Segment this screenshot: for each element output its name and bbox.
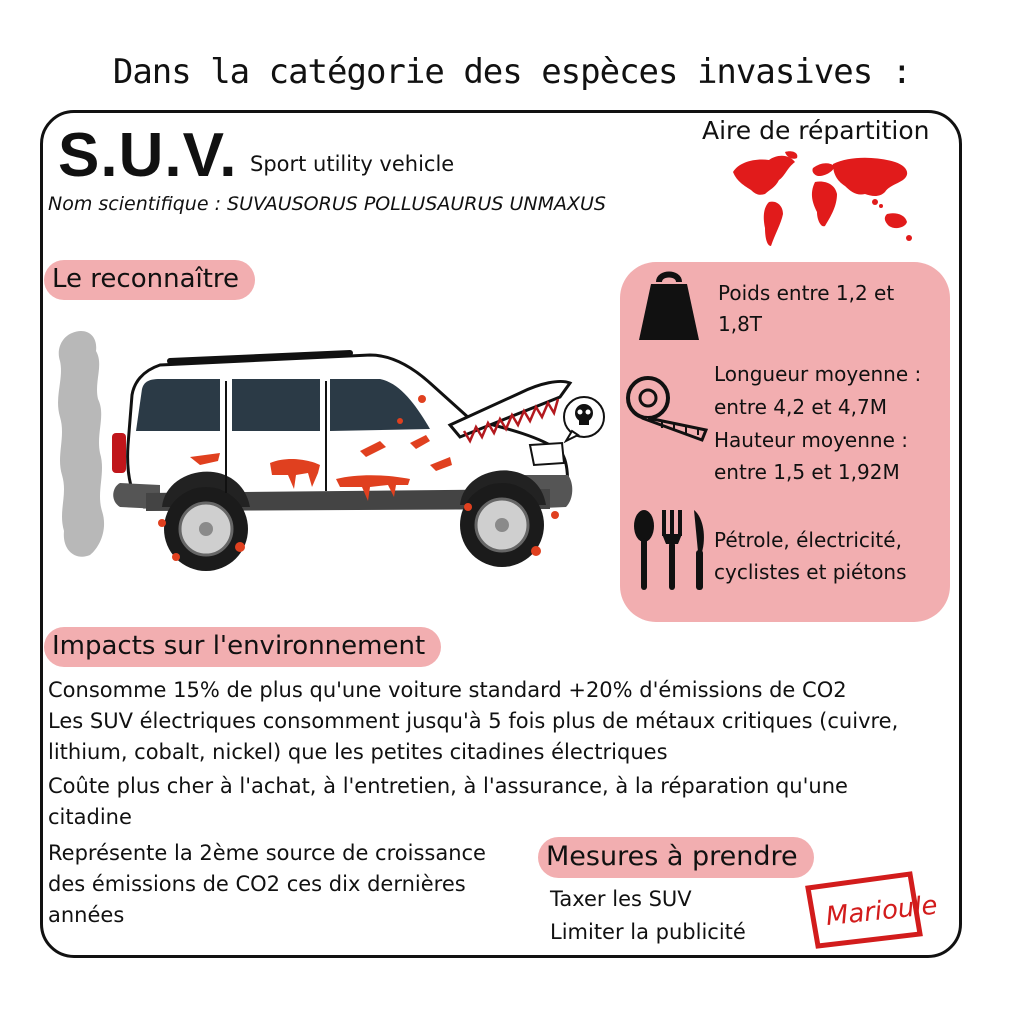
page-title: Dans la catégorie des espèces invasives : <box>112 52 912 92</box>
cutlery-icon <box>632 508 712 592</box>
measure-item-1: Taxer les SUV <box>550 887 692 911</box>
measures-heading: Mesures à prendre <box>538 837 814 878</box>
signature-text: Marioule <box>824 890 939 933</box>
world-map-icon <box>725 150 920 250</box>
diet-line-1: Pétrole, électricité, <box>714 528 902 552</box>
size-line-4: entre 1,5 et 1,92M <box>714 460 900 484</box>
impacts-heading: Impacts sur l'environnement <box>44 627 441 667</box>
impact-line-2: Les SUV électriques consomment jusqu'à 5 fois plus de métaux critiques (cuivre, <box>48 709 899 733</box>
diet-line-2: cyclistes et piétons <box>714 560 907 584</box>
impact-line-8: années <box>48 903 125 927</box>
impact-line-3: lithium, cobalt, nickel) que les petites citadines électriques <box>48 740 668 764</box>
exhaust-smoke <box>58 331 104 557</box>
weight-icon <box>637 268 701 342</box>
weight-line-2: 1,8T <box>718 312 763 336</box>
scientific-name: Nom scientifique : SUVAUSORUS POLLUSAURUS UNMAXUS <box>48 193 606 215</box>
impact-line-7: des émissions de CO2 ces dix dernières <box>48 872 466 896</box>
suv-illustration <box>50 325 610 585</box>
signature-stamp <box>786 870 939 960</box>
weight-line-1: Poids entre 1,2 et <box>718 281 895 305</box>
species-name: S.U.V. <box>58 121 238 190</box>
species-full-name: Sport utility vehicle <box>250 152 455 176</box>
size-line-3: Hauteur moyenne : <box>714 428 908 452</box>
impact-line-5: citadine <box>48 805 132 829</box>
impact-line-1: Consomme 15% de plus qu'une voiture standard +20% d'émissions de CO2 <box>48 678 847 702</box>
size-line-1: Longueur moyenne : <box>714 362 922 386</box>
size-line-2: entre 4,2 et 4,7M <box>714 395 887 419</box>
suv-window-rear <box>136 379 220 431</box>
tape-measure-icon <box>622 372 714 442</box>
measure-item-2: Limiter la publicité <box>550 920 746 944</box>
range-label: Aire de répartition <box>702 116 930 145</box>
impact-line-4: Coûte plus cher à l'achat, à l'entretien, à l'assurance, à la réparation qu'une <box>48 774 848 798</box>
impact-line-6: Représente la 2ème source de croissance <box>48 841 486 865</box>
suv-window-middle <box>232 379 320 431</box>
recognize-heading: Le reconnaître <box>44 260 255 300</box>
